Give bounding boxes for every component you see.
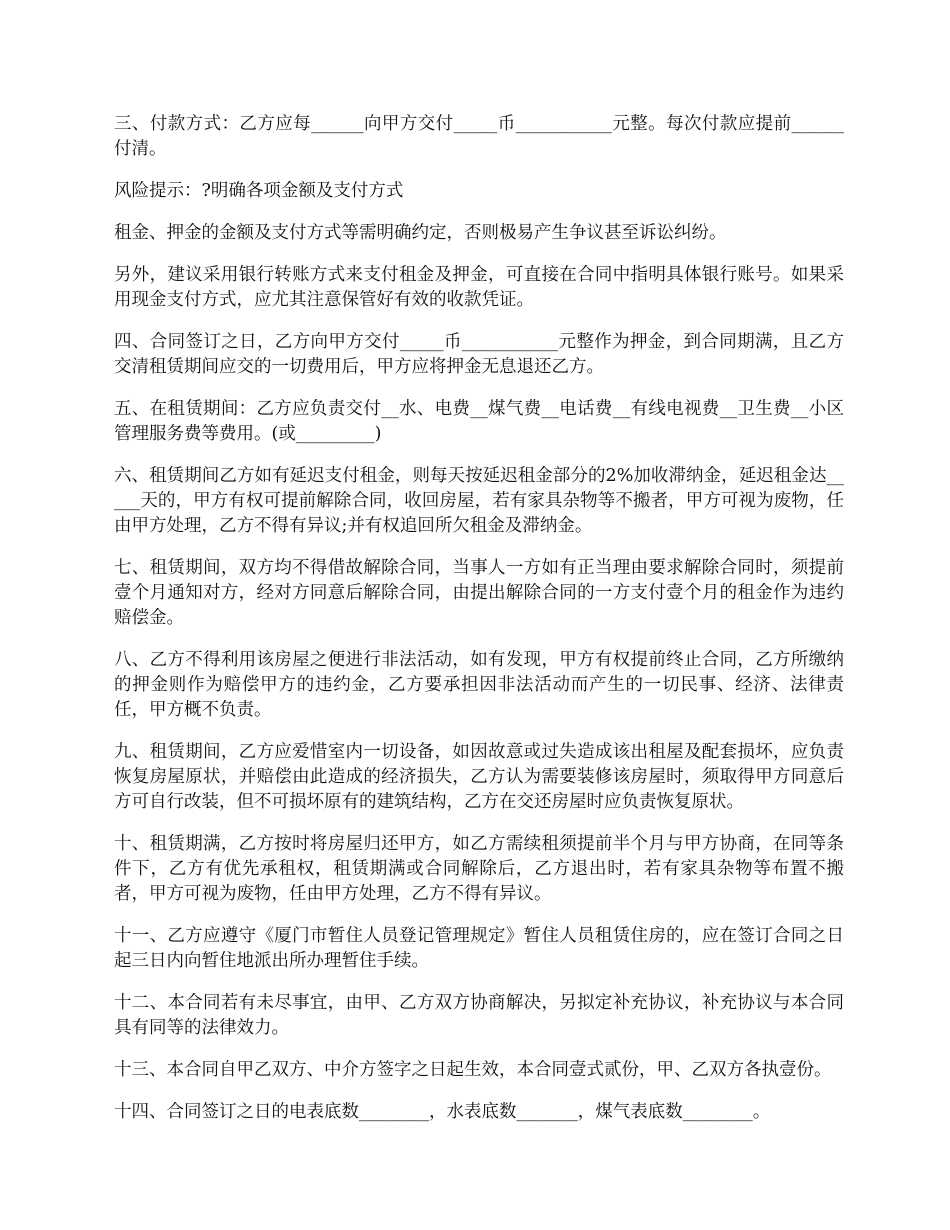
risk-tip-bank-transfer: 另外，建议采用银行转账方式来支付租金及押金，可直接在合同中指明具体银行账号。如果采用现金支付方式，应尤其注意保管好有效的收款凭证。 — [114, 265, 844, 310]
clause-meter-readings: 十四、合同签订之日的电表底数________，水表底数_______，煤气表底数________。 — [114, 1102, 771, 1122]
document-body — [114, 112, 844, 1142]
clause-effective-date: 十三、本合同自甲乙双方、中介方签字之日起生效，本合同壹式贰份，甲、乙双方各执壹份。 — [114, 1060, 832, 1080]
clause-residence-registration: 十一、乙方应遵守《厦门市暂住人员登记管理规定》暂住人员租赁住房的，应在签订合同之日起三日内向暂住地派出所办理暂住手续。 — [114, 926, 844, 971]
clause-deposit: 四、合同签订之日，乙方向甲方交付_____币___________元整作为押金，到合同期满，且乙方交清租赁期间应交的一切费用后，甲方应将押金无息退还乙方。 — [114, 332, 844, 377]
clause-illegal-activity: 八、乙方不得利用该房屋之便进行非法活动，如有发现，甲方有权提前终止合同，乙方所缴纳的押金则作为赔偿甲方的违约金，乙方要承担因非法活动而产生的一切民事、经济、法律责任，甲方概不负责。 — [114, 650, 844, 720]
clause-equipment-care: 九、租赁期间，乙方应爱惜室内一切设备，如因故意或过失造成该出租屋及配套损坏，应负责恢复房屋原状，并赔偿由此造成的经济损失，乙方认为需要装修该房屋时，须取得甲方同意后方可自行改装，但不可损坏原有的建筑结构，乙方在交还房屋时应负责恢复原状。 — [114, 742, 844, 812]
clause-late-payment: 六、租赁期间乙方如有延迟支付租金，则每天按延迟租金部分的2%加收滞纳金，延迟租金达_____天的，甲方有权可提前解除合同，收回房屋，若有家具杂物等不搬者，甲方可视为废物，任由甲方处理，乙方不得有异议;并有权追回所欠租金及滞纳金。 — [114, 466, 844, 536]
clause-termination: 七、租赁期间，双方均不得借故解除合同，当事人一方如有正当理由要求解除合同时，须提前壹个月通知对方，经对方同意后解除合同，由提出解除合同的一方支付壹个月的租金作为违约赔偿金。 — [114, 558, 844, 628]
risk-tip-heading: 风险提示：?明确各项金额及支付方式 — [114, 181, 404, 201]
clause-supplementary-agreement: 十二、本合同若有未尽事宜，由甲、乙方双方协商解决，另拟定补充协议，补充协议与本合同具有同等的法律效力。 — [114, 993, 844, 1038]
clause-payment-method: 三、付款方式：乙方应每______向甲方交付_____币___________元整。每次付款应提前______付清。 — [114, 114, 844, 159]
clause-utility-fees: 五、在租赁期间：乙方应负责交付__水、电费__煤气费__电话费__有线电视费__卫生费__小区管理服务费等费用。(或_________) — [114, 399, 844, 444]
risk-tip-amounts: 租金、押金的金额及支付方式等需明确约定，否则极易产生争议甚至诉讼纠纷。 — [114, 223, 727, 243]
clause-lease-expiry: 十、租赁期满，乙方按时将房屋归还甲方，如乙方需续租须提前半个月与甲方协商，在同等条件下，乙方有优先承租权，租赁期满或合同解除后，乙方退出时，若有家具杂物等布置不搬者，甲方可视为废物，任由甲方处理，乙方不得有异议。 — [114, 834, 844, 904]
